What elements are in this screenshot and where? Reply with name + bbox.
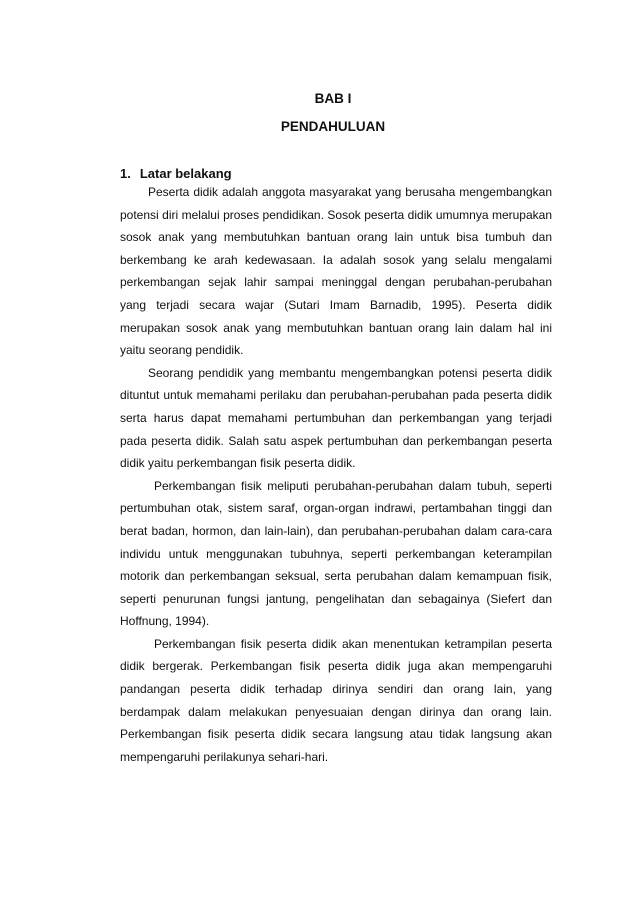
chapter-title: PENDAHULUAN bbox=[280, 119, 386, 134]
section-title: Latar belakang bbox=[139, 166, 232, 181]
section-number: 1. bbox=[120, 166, 131, 181]
paragraph: Perkembangan fisik meliputi perubahan-perubahan dalam tubuh, seperti pertumbuhan otak, sistem saraf, organ-organ indrawi, pertambahan tinggi dan berat badan, hormon, dan lain-lain), dan perubahan-perubahan dalam cara-cara individu untuk menggunakan tubuhnya, seperti perkembangan keterampilan motorik dan perkembangan seksual, serta perubahan dalam kemampuan fisik, seperti penurunan fungsi jantung, pengelihatan dan sebagainya (Siefert dan Hoffnung, 1994). bbox=[120, 478, 552, 629]
section-heading bbox=[120, 166, 232, 181]
chapter-number: BAB I bbox=[314, 91, 352, 106]
paragraph: Peserta didik adalah anggota masyarakat yang berusaha mengembangkan potensi diri melalui proses pendidikan. Sosok peserta didik umumnya merupakan sosok anak yang membutuhkan bantuan orang lain untuk bisa tumbuh dan berkembang ke arah kedewasaan. Ia adalah sosok yang selalu mengalami perkembangan sejak lahir sampai meninggal dengan perubahan-perubahan yang terjadi secara wajar (Sutari Imam Barnadib, 1995). Peserta didik merupakan sosok anak yang membutuhkan bantuan orang lain dalam hal ini yaitu seorang pendidik. bbox=[120, 185, 552, 358]
paragraph: Perkembangan fisik peserta didik akan menentukan ketrampilan peserta didik bergerak. Perkembangan fisik peserta didik juga akan mempengaruhi pandangan peserta didik terhadap dirinya sendiri dan orang lain, yang berdampak dalam melakukan penyesuaian dengan dirinya dan orang lain. Perkembangan fisik peserta didik secara langsung atau tidak langsung akan mempengaruhi perilakunya sehari-hari. bbox=[120, 636, 552, 764]
body-text bbox=[120, 181, 552, 768]
paragraph: Seorang pendidik yang membantu mengembangkan potensi peserta didik dituntut untuk memahami perilaku dan perubahan-perubahan pada peserta didik serta harus dapat memahami pertumbuhan dan perkembangan yang terjadi pada peserta didik. Salah satu aspek pertumbuhan dan perkembangan peserta didik yaitu perkembangan fisik peserta didik. bbox=[120, 365, 552, 471]
